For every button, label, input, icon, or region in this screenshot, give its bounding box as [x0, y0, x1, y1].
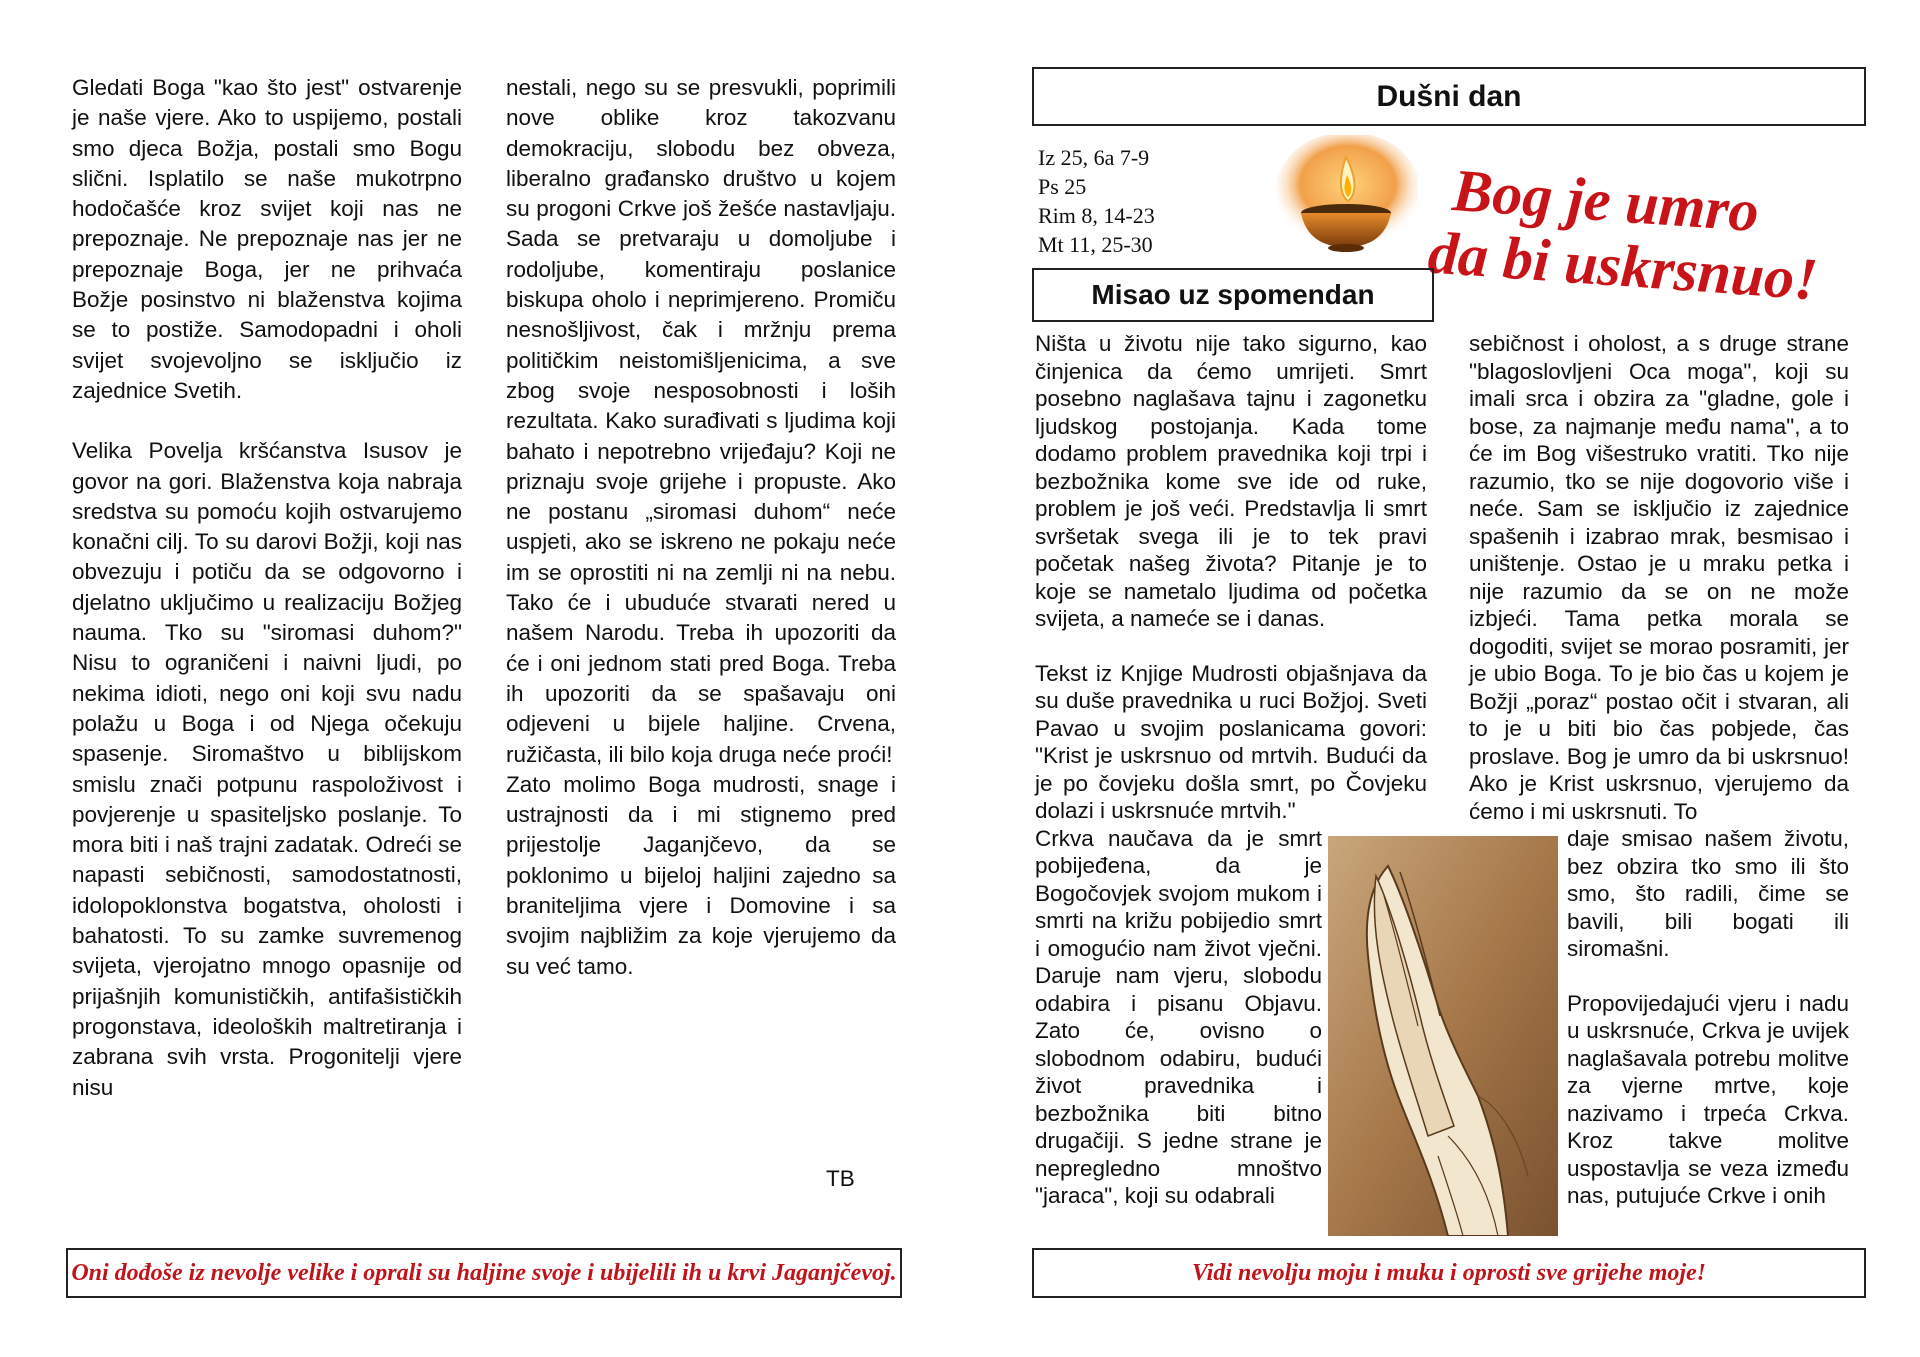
- left-column-2: [506, 73, 896, 982]
- left-footer-quote: Oni dođoše iz nevolje velike i oprali su haljine svoje i ubijelili ih u krvi Jaganjčevoj.: [71, 1259, 897, 1286]
- reading-ref: Ps 25: [1038, 174, 1087, 199]
- reading-ref: Rim 8, 14-23: [1038, 203, 1155, 228]
- praying-hands-image: [1328, 836, 1558, 1236]
- author-signature: TB: [826, 1166, 855, 1191]
- paragraph: Ništa u životu nije tako sigurno, kao činjenica da ćemo umrijeti. Smrt posebno naglašava tajnu i zagonetku ljudskog postojanja. Kada tome dodamo problem pravednika koji trpi i bezbožnika kome sve ide od ruke, problem je još veći. Predstavlja li smrt svršetak svega ili je to tek pravi početak našeg života? Pitanje je to koje se nametalo ljudima od početka svijeta, a nameće se i danas.: [1035, 331, 1427, 631]
- reading-ref: Mt 11, 25-30: [1038, 232, 1153, 257]
- paragraph: sebičnost i oholost, a s druge strane "blagoslovljeni Oca moga", koji su imali srca i obzira za "gladne, gole i bose, za najmanje među nama", a to će im Bog višestruko vratiti. Tko nije razumio, tko se nije dogovorio više i neće. Sam se isključio iz zajednice spašenih i izabrao mrak, besmisao i uništenje. Ostao je u mraku petka i nije razumio da se on ne može izbjeći. Tama petka morala se dogoditi, svijet se morao posramiti, jer je ubio Boga. To je bio čas u kojem je Božji „poraz“ postao očit i stvaran, ali to je u biti bio čas pobjede, čas proslave. Bog je umro da bi uskrsnuo! Ako je Krist uskrsnuo, vjerujemo da ćemo i mi uskrsnuti. To: [1469, 331, 1849, 824]
- candle-lamp-image: [1268, 135, 1418, 260]
- right-footer-quote: Vidi nevolju moju i muku i oprosti sve grijehe moje!: [1191, 1259, 1707, 1286]
- headline: [1426, 157, 1824, 313]
- liturgical-readings: [1038, 143, 1155, 259]
- right-footer-quote-box: [1032, 1248, 1866, 1298]
- paragraph: daje smisao našem životu, bez obzira tko smo ili što smo, što radili, čime se bavili, bili bogati ili siromašni.: [1567, 826, 1849, 961]
- paragraph: Zato molimo Boga mudrosti, snage i ustrajnosti da i mi stignemo pred prijestolje Jaganjčevo, da se poklonimo u bijeloj haljini zajedno sa braniteljima vjere i Domovine i sa svojim najbližim za koje vjerujemo da su već tamo.: [506, 771, 896, 979]
- reading-ref: Iz 25, 6a 7-9: [1038, 145, 1150, 170]
- section-title-box: [1032, 268, 1434, 322]
- left-footer-quote-box: [66, 1248, 902, 1298]
- paragraph: Propovijedajući vjeru i nadu u uskrsnuće, Crkva je uvijek naglašavala potrebu molitve za vjerne mrtve, koje nazivamo i trpeća Crkva. Kroz takve molitve uspostavlja se veza između nas, putujuće Crkve i onih: [1567, 990, 1849, 1208]
- paragraph: Crkva naučava da je smrt pobijeđena, da je Bogočovjek svojom mukom i smrti na križu pobijedio smrt i omogućio nam život vječni. Daruje nam vjeru, slobodu odabira i pisanu Objavu. Zato će, ovisno o slobodnom odabiru, budući život pravednika i bezbožnika biti bitno drugačiji. S jedne strane je nepregledno mnoštvo "jaraca", koji su odabrali: [1035, 825, 1322, 1208]
- paragraph: Tekst iz Knjige Mudrosti objašnjava da su duše pravednika u ruci Božjoj. Sveti Pavao u svojim poslanicama govori: "Krist je uskrsnuo od mrtvih. Budući da je po čovjeku došla smrt, po Čovjeku dolazi i uskrsnuće mrtvih.": [1035, 660, 1427, 823]
- headline-line-2: da bi uskrsnuo!: [1426, 219, 1820, 313]
- page-title-box: [1032, 67, 1866, 126]
- section-title: Misao uz spomendan: [1091, 279, 1375, 310]
- headline-line-1: Bog je umro: [1450, 157, 1762, 245]
- paragraph: Velika Povelja kršćanstva Isusov je govor na gori. Blaženstva koja nabraja sredstva su pomoću kojih ostvarujemo konačni cilj. To su darovi Božji, koji nas obvezuju i potiču da se odgovorno i djelatno uključimo u realizaciju Božjeg nauma. Tko su "siromasi duhom?" Nisu to ograničeni i naivni ljudi, po nekima idioti, nego oni koji svu nadu polažu u Boga i od Njega očekuju spasenje. Siromaštvo u biblijskom smislu znači potpunu raspoloživost i povjerenje u spasiteljsko poslanje. To mora biti i naš trajni zadatak. Odreći se napasti sebičnosti, samodostatnosti, idolopoklonstva bogatstva, oholosti i bahatosti. To su zamke suvremenog svijeta, vjerojatno mnogo opasnije od prijašnjih komunističkih, antifašističkih progonstava, ideoloških maltretiranja i zabrana svih vrsta. Progonitelji vjere nisu: [72, 438, 462, 1100]
- left-column-1: [72, 73, 462, 1103]
- page-title: Dušni dan: [1376, 79, 1522, 113]
- paragraph: Gledati Boga "kao što jest" ostvarenje je naše vjere. Ako to uspijemo, postali smo djeca Božja, postali smo Bogu slični. Isplatilo se naše mukotrpno hodočašće kroz svijet koji nas ne prepoznaje. Ne prepoznaje nas jer ne prepoznaje Boga, jer ne prihvaća Božje posinstvo ni blaženstva kojima se to postiže. Samodopadni i oholi svijet svojevoljno se isključio iz zajednice Svetih.: [72, 75, 462, 403]
- paragraph: nestali, nego su se presvukli, poprimili nove oblike kroz takozvanu demokraciju, slobodu bez obveza, liberalno građansko društvo u kojem su progoni Crkve još žešće nastavljaju. Sada se pretvaraju u domoljube i rodoljube, komentiraju poslanice biskupa oholo i neprimjereno. Promiču nesnošljivost, čak i mržnju prema političkim neistomišljenicima, a sve zbog svoje nesposobnosti i loših rezultata. Kako surađivati s ljudima koji bahato i nepotrebno vrijeđaju? Koji ne priznaju svoje grijehe i propuste. Ako ne postanu „siromasi duhom“ neće uspjeti, ako se iskreno ne pokaju neće im se oprostiti ni na zemlji ni na nebu. Tako će i ubuduće stvarati nered u našem Narodu. Treba ih upozoriti da će i oni jednom stati pred Boga. Treba ih upozoriti da se spašavaju oni odjeveni u bijele haljine. Crvena, ružičasta, ili bilo koja druga neće proći!: [506, 75, 896, 767]
